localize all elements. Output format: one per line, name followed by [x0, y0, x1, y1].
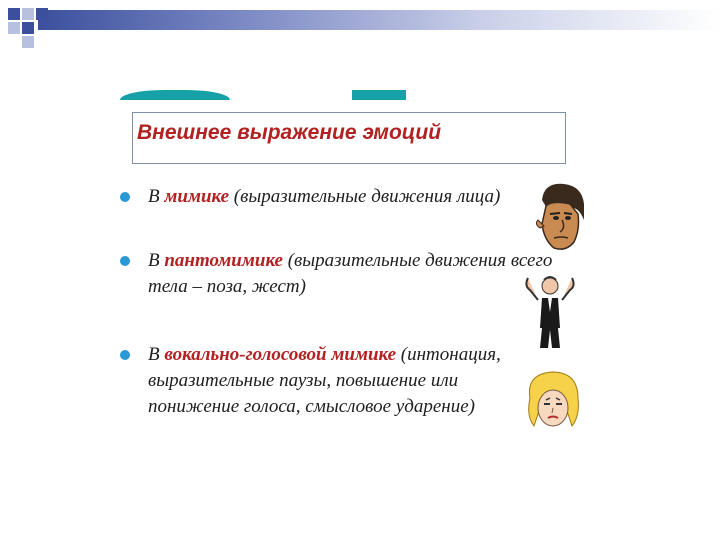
item-term: вокально-голосовой мимике — [164, 344, 397, 365]
top-gradient-bar — [38, 10, 720, 30]
item-prefix: В — [148, 344, 165, 365]
bullet-dot — [120, 256, 130, 266]
gesturing-man-illustration — [520, 272, 580, 350]
item-prefix: В — [148, 250, 165, 271]
title-box — [132, 112, 566, 164]
item-description: (выразительные движения всего тела – поза, жест) — [148, 250, 553, 297]
bullet-dot — [120, 350, 130, 360]
teal-decoration-left — [120, 90, 230, 100]
teal-decoration-right — [352, 90, 406, 100]
item-description: (выразительные движения лица) — [229, 186, 501, 207]
blonde-woman-face-illustration — [522, 368, 584, 434]
bullet-dot — [120, 192, 130, 202]
item-term: мимике — [164, 186, 230, 207]
item-prefix: В — [148, 186, 165, 207]
item-description: (интонация, выразительные паузы, повышение или понижение голоса, смысловое ударение) — [148, 344, 501, 417]
item-term: пантомимике — [164, 250, 283, 271]
slide-title: Внешнее выражение эмоций — [137, 121, 442, 144]
man-face-illustration — [530, 180, 590, 255]
